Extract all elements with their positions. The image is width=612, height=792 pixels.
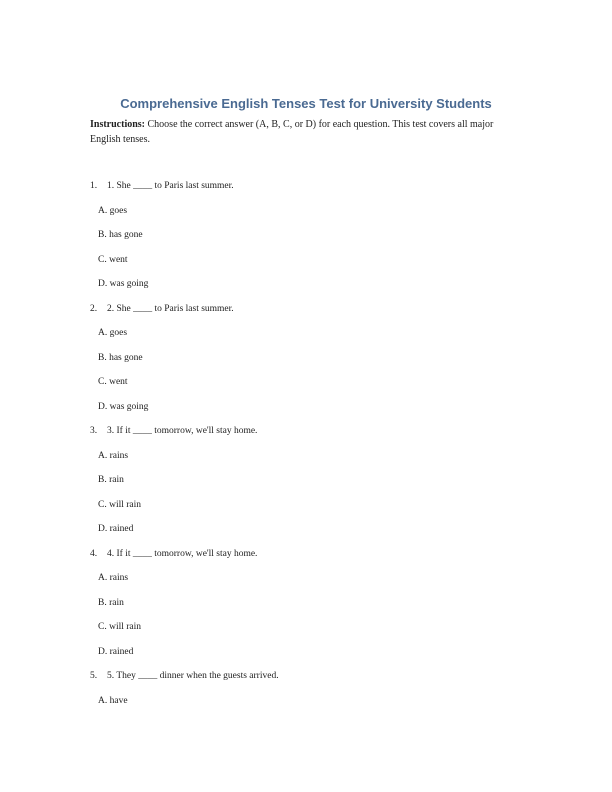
option: D. was going: [98, 402, 149, 412]
question-1: [90, 180, 234, 192]
question-number: 2.: [90, 304, 98, 314]
question-text: 1. She ____ to Paris last summer.: [107, 181, 234, 191]
option: B. rain: [98, 475, 124, 485]
option: C. will rain: [98, 622, 142, 632]
option: D. rained: [98, 647, 134, 657]
question-number: 3.: [90, 426, 98, 436]
option: B. has gone: [98, 230, 143, 240]
option: D. rained: [98, 524, 134, 534]
question-number: 4.: [90, 549, 98, 559]
option: A. have: [98, 696, 128, 706]
option: A. goes: [98, 206, 128, 216]
question-text: 5. They ____ dinner when the guests arrived.: [107, 671, 279, 681]
option: C. went: [98, 377, 128, 387]
option: A. rains: [98, 451, 129, 461]
option: D. was going: [98, 279, 149, 289]
question-2: [90, 303, 234, 315]
question-text: 2. She ____ to Paris last summer.: [107, 304, 234, 314]
question-5: [90, 670, 279, 682]
question-3: [90, 425, 257, 437]
option: A. rains: [98, 573, 129, 583]
option: C. will rain: [98, 500, 142, 510]
option: B. rain: [98, 598, 124, 608]
option: B. has gone: [98, 353, 143, 363]
option: C. went: [98, 255, 128, 265]
question-text: 4. If it ____ tomorrow, we'll stay home.: [107, 549, 258, 559]
question-4: [90, 548, 257, 560]
option: A. goes: [98, 328, 128, 338]
page-title: Comprehensive English Tenses Test for University Students: [120, 96, 492, 111]
question-text: 3. If it ____ tomorrow, we'll stay home.: [107, 426, 258, 436]
question-number: 1.: [90, 181, 98, 191]
instructions-text: Choose the correct answer (A, B, C, or D) for each question. This test covers all major English tenses.: [90, 119, 494, 145]
question-number: 5.: [90, 671, 98, 681]
instructions-label: Instructions:: [90, 119, 146, 130]
